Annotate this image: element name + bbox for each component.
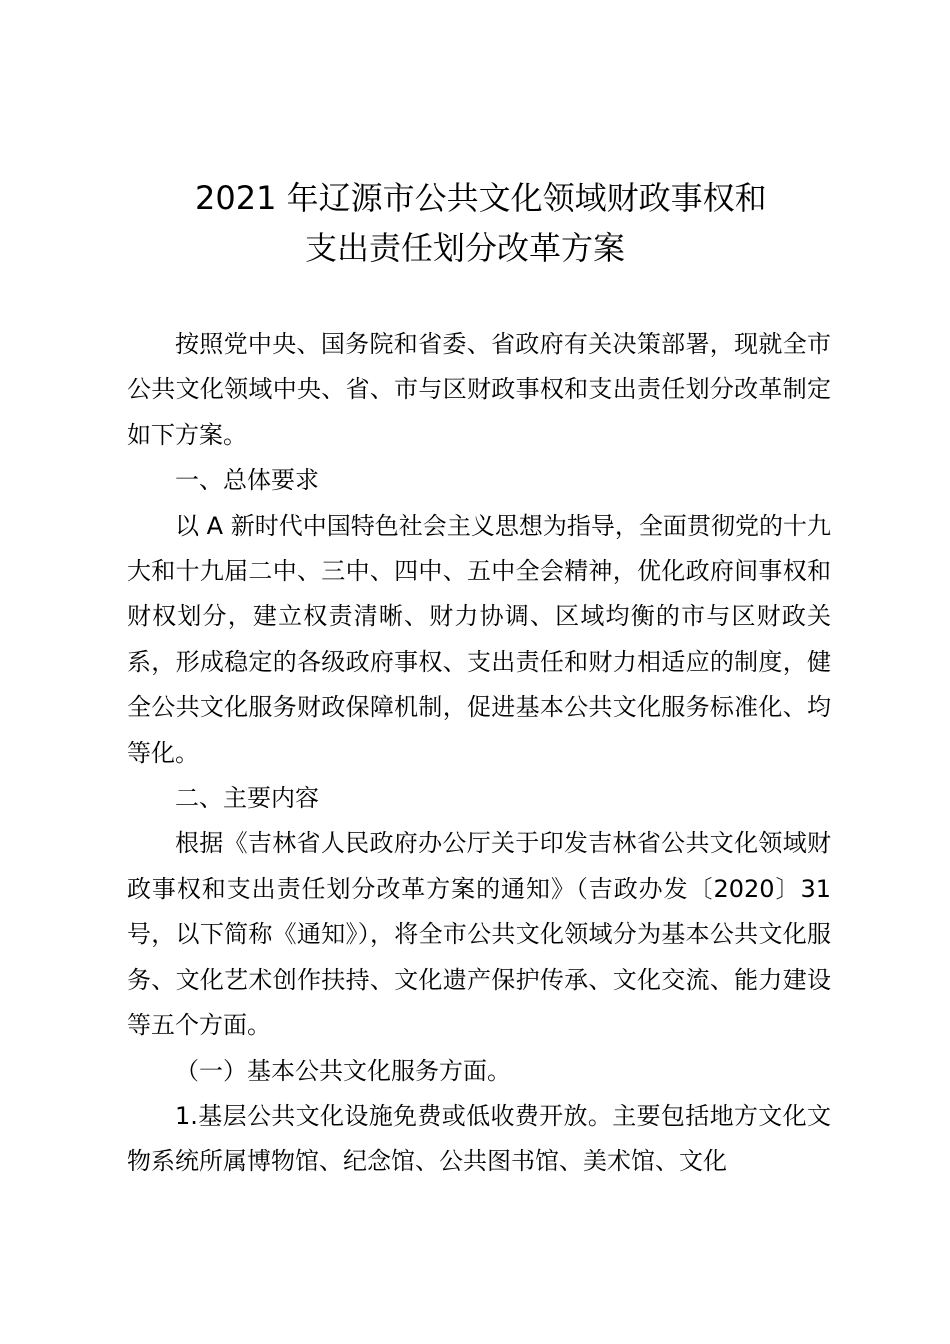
general-requirements-paragraph: 以 A 新时代中国特色社会主义思想为指导，全面贯彻党的十九大和十九届二中、三中、四中、五中全会精神，优化政府间事权和财权划分，建立权责清晰、财力协调、区域均衡的市与区财政关系，形成稳定的各级政府事权、支出责任和财力相适应的制度，健全公共文化服务财政保障机制，促进基本公共文化服务标准化、均等化。 — [127, 511, 831, 767]
basic-services-item-1-paragraph: 1.基层公共文化设施免费或低收费开放。主要包括地方文化文物系统所属博物馆、纪念馆、公共图书馆、美术馆、文化 — [127, 1101, 831, 1176]
subsection-heading-basic-services: （一）基本公共文化服务方面。 — [175, 1056, 511, 1085]
document-body — [127, 322, 831, 1185]
document-title-line-1: 2021 年辽源市公共文化领域财政事权和 — [195, 179, 767, 217]
document-title-line-2: 支出责任划分改革方案 — [305, 229, 626, 267]
section-heading-general-requirements: 一、总体要求 — [175, 466, 319, 495]
section-heading-main-content: 二、主要内容 — [175, 784, 319, 813]
main-content-paragraph: 根据《吉林省人民政府办公厅关于印发吉林省公共文化领域财政事权和支出责任划分改革方案的通知》（吉政办发〔2020〕31 号，以下简称《通知》），将全市公共文化领域分为基本公共文化服务、文化艺术创作扶持、文化遗产保护传承、文化交流、能力建设等五个方面。 — [127, 829, 831, 1040]
intro-paragraph: 按照党中央、国务院和省委、省政府有关决策部署，现就全市公共文化领域中央、省、市与区财政事权和支出责任划分改革制定如下方案。 — [127, 330, 831, 449]
